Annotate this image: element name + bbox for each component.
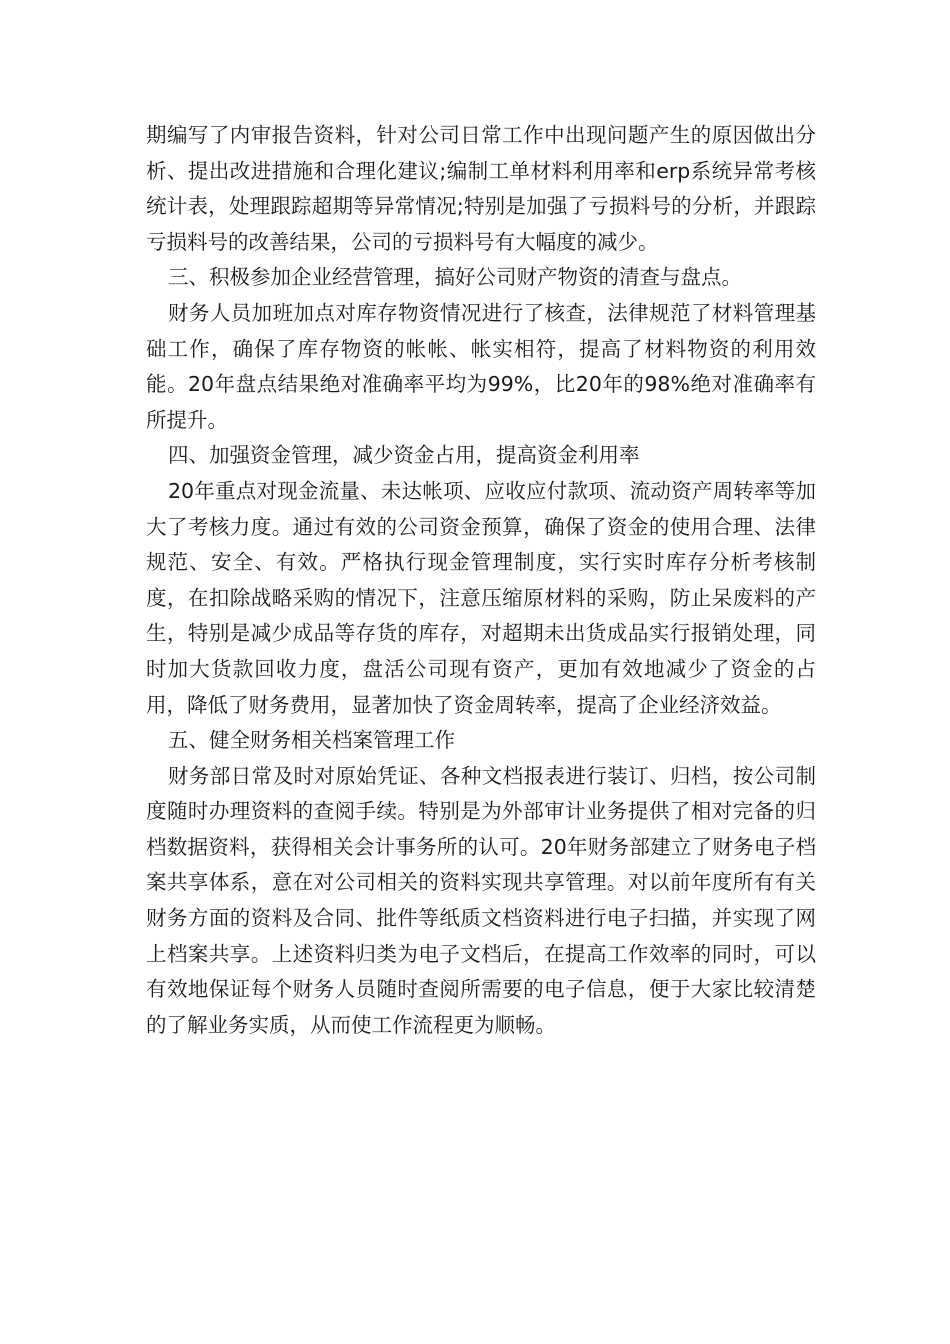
paragraph-continuation: 期编写了内审报告资料，针对公司日常工作中出现问题产生的原因做出分析、提出改进措施和合理化建议;编制工单材料利用率和erp系统异常考核统计表，处理跟踪超期等异常情况;特别是加强了亏损料号的分析，并跟踪亏损料号的改善结果，公司的亏损料号有大幅度的减少。 xyxy=(146,123,816,254)
section-heading-5: 五、健全财务相关档案管理工作 xyxy=(168,728,455,753)
paragraph-funds: 20年重点对现金流量、未达帐项、应收应付款项、流动资产周转率等加大了考核力度。通过有效的公司资金预算，确保了资金的使用合理、法律规范、安全、有效。严格执行现金管理制度，实行实时库存分析考核制度，在扣除战略采购的情况下，注意压缩原材料的采购，防止呆废料的产生，特别是减少成品等存货的库存，对超期未出货成品实行报销处理，同时加大货款回收力度，盘活公司现有资产，更加有效地减少了资金的占用，降低了财务费用，显著加快了资金周转率，提高了企业经济效益。 xyxy=(146,478,816,717)
section-heading-4: 四、加强资金管理，减少资金占用，提高资金利用率 xyxy=(168,443,640,468)
paragraph-archives: 财务部日常及时对原始凭证、各种文档报表进行装订、归档，按公司制度随时办理资料的查阅手续。特别是为外部审计业务提供了相对完备的归档数据资料，获得相关会计事务所的认可。20年财务部建立了财务电子档案共享体系，意在对公司相关的资料实现共享管理。对以前年度所有有关财务方面的资料及合同、批件等纸质文档资料进行电子扫描，并实现了网上档案共享。上述资料归类为电子文档后，在提高工作效率的同时，可以有效地保证每个财务人员随时查阅所需要的电子信息，便于大家比较清楚的了解业务实质，从而使工作流程更为顺畅。 xyxy=(146,763,816,1037)
paragraph-inventory: 财务人员加班加点对库存物资情况进行了核查，法律规范了材料管理基础工作，确保了库存物资的帐帐、帐实相符，提高了材料物资的利用效能。20年盘点结果绝对准确率平均为99%，比20年的98%绝对准确率有所提升。 xyxy=(146,300,816,432)
section-heading-3: 三、积极参加企业经营管理，搞好公司财产物资的清查与盘点。 xyxy=(168,265,742,290)
document-page xyxy=(146,118,816,1043)
